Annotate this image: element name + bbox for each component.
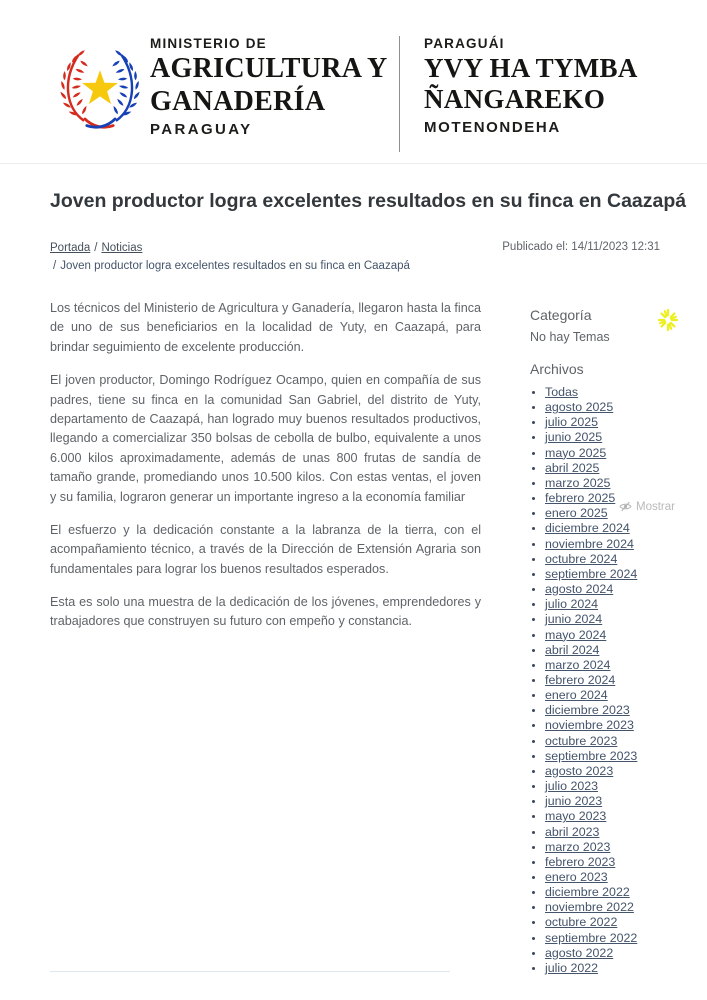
sidebar-archives-title: Archivos	[530, 361, 584, 377]
archive-link[interactable]: Todas	[545, 385, 579, 399]
archive-list-item	[545, 643, 707, 658]
archive-list-item	[545, 779, 707, 794]
archive-link[interactable]: diciembre 2023	[545, 703, 630, 718]
archive-link[interactable]: agosto 2022	[545, 945, 614, 960]
archive-link[interactable]: julio 2022	[545, 960, 599, 975]
archive-list-item	[545, 688, 707, 703]
archive-link[interactable]: abril 2024	[545, 642, 600, 657]
archive-link[interactable]: agosto 2024	[545, 582, 614, 597]
ministry-logo-wreath-star-icon	[53, 40, 147, 134]
archive-link[interactable]: junio 2025	[545, 430, 603, 445]
article-paragraph: Esta es solo una muestra de la dedicación de los jóvenes, emprendedores y trabajadores que construyen su futuro con empeño y constancia.	[50, 595, 481, 629]
archive-list-item	[545, 840, 707, 855]
archive-link[interactable]: noviembre 2022	[545, 900, 634, 915]
archive-link[interactable]: mayo 2024	[545, 627, 607, 642]
archive-list-item	[545, 430, 707, 445]
footer-divider	[50, 971, 450, 972]
archive-link[interactable]: septiembre 2023	[545, 748, 638, 763]
brand-es-line2: AGRICULTURA Y	[150, 52, 388, 84]
archive-list-item	[545, 476, 707, 491]
published-date: Publicado el: 14/11/2023 12:31	[502, 241, 660, 253]
archive-link[interactable]: septiembre 2024	[545, 566, 638, 581]
archive-list-item	[545, 552, 707, 567]
brand-gn-line3: ÑANGAREKO	[424, 84, 606, 115]
archive-link[interactable]: marzo 2024	[545, 657, 611, 672]
archive-link[interactable]: marzo 2023	[545, 839, 611, 854]
archive-list-item	[545, 537, 707, 552]
archive-list-item	[545, 764, 707, 779]
mostrar-label: Mostrar	[636, 500, 675, 513]
archive-list-item	[545, 885, 707, 900]
archive-list-item	[545, 385, 707, 400]
archive-link[interactable]: octubre 2024	[545, 551, 618, 566]
breadcrumb-current: Joven productor logra excelentes resultados en su finca en Caazapá	[60, 260, 410, 273]
archive-link[interactable]: enero 2024	[545, 688, 608, 703]
archive-list-item	[545, 673, 707, 688]
archive-list-item	[545, 931, 707, 946]
archive-link[interactable]: enero 2023	[545, 870, 608, 884]
archives-list	[530, 385, 707, 976]
article-paragraph: El joven productor, Domingo Rodríguez Ocampo, quien en compañía de sus padres, tiene su finca en la comunidad San Gabriel, del distrito de Yuty, departamento de Caazapá, han logrado muy buenos resultados productivos, llegando a comercializar 350 bolsas de cebolla de bulbo, equivalente a unos 6.000 kilos aproximadamente, además de unas 800 frutas de sandía de tamaño grande, promediando unos 10.500 kilos. Con estas ventas, el joven y su familia, lograron generar un importante ingreso a la economía familiar	[50, 373, 481, 504]
archive-link[interactable]: abril 2025	[545, 460, 600, 475]
archive-list-item	[545, 703, 707, 718]
header-divider	[399, 36, 400, 152]
archive-link[interactable]: julio 2025	[545, 415, 599, 430]
archive-link[interactable]: diciembre 2022	[545, 885, 630, 900]
archive-list-item	[545, 961, 707, 976]
brand-gn-line4: MOTENONDEHA	[424, 119, 561, 137]
archive-list-item	[545, 946, 707, 961]
breadcrumb-separator: /	[94, 242, 98, 254]
article-paragraph: Los técnicos del Ministerio de Agricultura y Ganadería, llegaron hasta la finca de uno de sus beneficiarios en la localidad de Yuty, en Caazapá, para brindar seguimiento de excelente producción.	[50, 301, 481, 354]
archive-list-item	[545, 658, 707, 673]
archive-list-item	[545, 400, 707, 415]
brand-es-line3: GANADERÍA	[150, 85, 326, 117]
archive-list-item	[545, 415, 707, 430]
brand-es-line4: PARAGUAY	[150, 121, 253, 139]
archive-link[interactable]: octubre 2023	[545, 733, 618, 748]
archive-list-item	[545, 870, 707, 885]
archive-list-item	[545, 582, 707, 597]
archive-link[interactable]: agosto 2025	[545, 400, 614, 415]
archive-list-item	[545, 628, 707, 643]
archive-list-item	[545, 855, 707, 870]
archive-list-item	[545, 915, 707, 930]
archive-link[interactable]: septiembre 2022	[545, 930, 638, 945]
mostrar-widget[interactable]	[619, 500, 675, 513]
archive-list-item	[545, 521, 707, 536]
brand-es-line1: MINISTERIO DE	[150, 36, 267, 51]
eye-off-icon	[619, 500, 632, 513]
archive-list-item	[545, 597, 707, 612]
sidebar-category-empty: No hay Temas	[530, 330, 610, 344]
archive-link[interactable]: febrero 2025	[545, 491, 616, 506]
archive-list-item	[545, 718, 707, 733]
archive-link[interactable]: noviembre 2023	[545, 718, 634, 733]
archive-link[interactable]: febrero 2024	[545, 672, 616, 687]
archive-list-item	[545, 734, 707, 749]
accessibility-asterisk-icon[interactable]	[656, 307, 680, 333]
breadcrumb-link-portada[interactable]: Portada	[50, 242, 91, 254]
archive-list-item	[545, 900, 707, 915]
brand-gn-line2: YVY HA TYMBA	[424, 52, 638, 83]
sidebar	[530, 307, 707, 976]
archive-list-item	[545, 461, 707, 476]
archive-link[interactable]: octubre 2022	[545, 915, 618, 930]
archive-link[interactable]: febrero 2023	[545, 854, 616, 869]
archive-list-item	[545, 794, 707, 809]
archive-link[interactable]: abril 2023	[545, 824, 600, 839]
archive-list-item	[545, 612, 707, 627]
breadcrumb-separator: /	[53, 260, 57, 273]
article-body	[50, 299, 481, 646]
archive-list-item	[545, 825, 707, 840]
archive-link[interactable]: agosto 2023	[545, 763, 614, 778]
archive-link[interactable]: julio 2024	[545, 597, 599, 612]
archive-link[interactable]: diciembre 2024	[545, 521, 630, 536]
article-paragraph: El esfuerzo y la dedicación constante a la labranza de la tierra, con el acompañamiento técnico, a través de la Dirección de Extensión Agraria son fundamentales para lograr los buenos resultados esperados.	[50, 522, 481, 576]
breadcrumb-link-noticias[interactable]: Noticias	[101, 242, 143, 254]
sidebar-category-title: Categoría	[530, 307, 592, 323]
breadcrumb	[50, 239, 500, 276]
brand-spanish	[150, 36, 388, 138]
archive-link[interactable]: julio 2023	[545, 779, 599, 794]
archive-link[interactable]: marzo 2025	[545, 475, 611, 490]
brand-guarani	[424, 36, 638, 136]
brand-gn-line1: PARAGUÁI	[424, 36, 505, 51]
archive-link[interactable]: junio 2023	[545, 794, 603, 809]
archive-link[interactable]: mayo 2025	[545, 445, 607, 460]
archive-link[interactable]: junio 2024	[545, 612, 603, 627]
page-title: Joven productor logra excelentes resultados en su finca en Caazapá	[50, 190, 687, 212]
site-header	[0, 0, 707, 164]
archive-list-item	[545, 749, 707, 764]
archive-list-item	[545, 446, 707, 461]
archive-link[interactable]: noviembre 2024	[545, 536, 634, 551]
archive-list-item	[545, 809, 707, 824]
archive-link[interactable]: mayo 2023	[545, 809, 607, 824]
archive-link[interactable]: enero 2025	[545, 506, 608, 521]
archive-list-item	[545, 567, 707, 582]
